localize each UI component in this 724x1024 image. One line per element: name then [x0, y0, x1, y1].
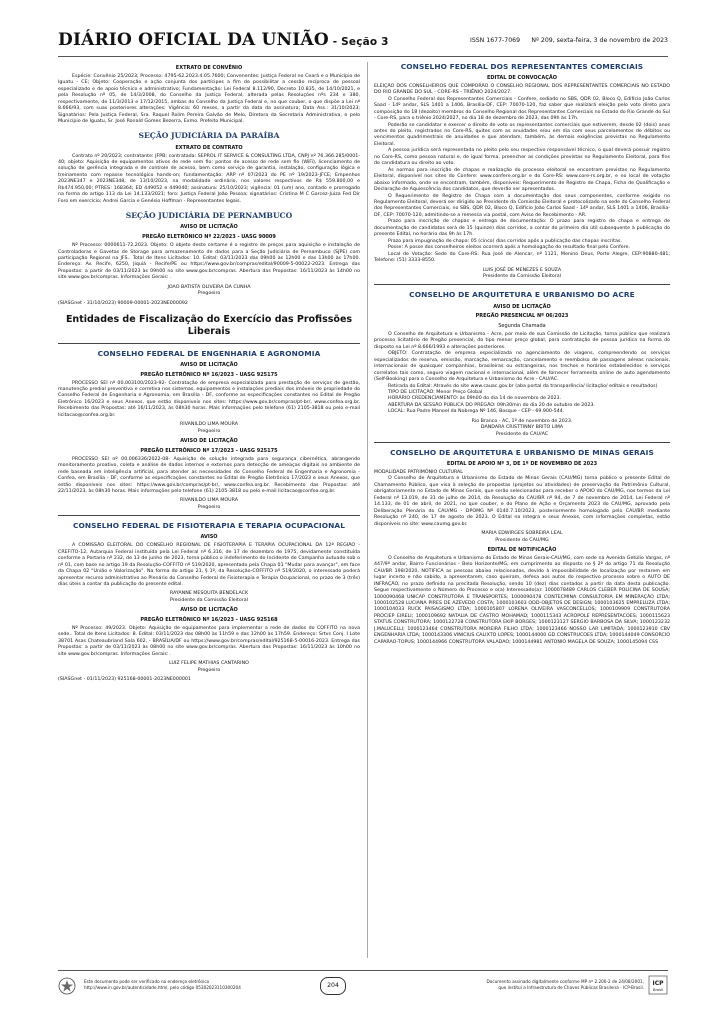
cauac-paragraph: HORÁRIO CREDENCIAMENTO: às 09h00 do dia 14 de novembro de 2023. [388, 396, 562, 402]
caumg-signer: MARIA EDWIRGES SOBREIRA LEAL [481, 531, 563, 537]
svg-text:ICP: ICP [652, 980, 664, 987]
coffito-signer-2: LUIZ FELIPE MATHIAS CANTARINO [169, 661, 249, 667]
confea-title: CONSELHO FEDERAL DE ENGENHARIA E AGRONOMIA [97, 348, 321, 358]
cauac-paragraph: Retirada do Edital: Através do site www.cauac.gov.br (aba portal da transparência/ licitação/ editais e resultados) [388, 383, 658, 389]
page-number: 204 [320, 977, 346, 995]
confea-signer-2: RIVANILDO LIMA MOURA [180, 498, 238, 504]
confea-body: PROCESSO SEI nº 00.003100/2023-92- Contratação de empresa especializada para prestação de serviços de gestão, manutenção predial preventiva e corretiva nos sistemas, equipamentos e instalações prediais dos imóveis de propriedade do Conselho Federal de Engenharia e Agronomia, em Brasília - DF, conforme as especificações constantes no Edital de Pregão Eletrônico 16/2023 e seus Anexos, que estão disponíveis nos sites: https://www.gov.br/compras/pt-br/, www.confea.org.br. Recebimento das Propostas: até 16/11/2023, às 08h30 horas. Mais informações pelo telefone (61) 2105-3818 ou pelo e-mail licitacao@confea.org.br. [58, 380, 360, 418]
pernambuco-note: (SIASGnet - 31/10/2023) 90009-00001-2023NE000092 [58, 300, 188, 306]
caumg-body-2: O Conselho de Arquitetura e Urbanismo do Estado de Minas Gerais-CAU/MG, com sede na Avenida Getúlio Vargas, nº 447/9º andar, Bairro Funcionários - Belo Horizonte/MG, em cumprimento ao disposto no § 2º do artigo 71 da Resolução CAU/BR 198/2020, NOTIFICA as pessoas abaixo relacionadas, devido à impossibilidade de localização por restarem em lugar incerto e não sabido, a apresentarem, caso queiram, defesa aos autos do respectivo processo sobre o AUTO DE INFRAÇÃO, no prazo definido na precitada Resolução, sendo 10 (dez) dias contados a partir da data desta publicação. Segue respectivamente o Número do Processo e o(a) Interessado(a): 1000078489 CARLOS CLEBER POLICINA DE SOUSA; 1000090468 UNICAP CONSTRUTORA E TRANSPORTES; 1000090478 CONTECMINA CONSULTORIA EM MINERAÇÃO LTDA; 1000102528 LUCIANA PIRES DE AZEVEDO COSTA; 1000103603 ODD-OBJETOS DE DESIGN; 1000103625 EMPRELUZA LTDA; 1000104033 RUCK PAISAGISMO LTDA; 1000105807 LORENA OLIVEIRA VASCONCELLOS; 1000109909 CONSTRUTORA PROCIEP EIRELI; 1000109692 NATALIA DE CASTRO MOHAMAD; 1000115343 ACROPOLE REPRESENTACOES; 1000115623 STATUS CONSTRUTORA; 1000122728 CONSTRUTORA EKIP BORGES; 1000123127 SERGIO BARBOSA DA SILVA; 1000123232 J.MALUCELLI; 1000123464 CONSTRUTORA MOREIRA FILHO LTDA; 1000123466 NOSSO LAR LIMITADA; 1000123910 CBV ENGENHARIA LTDA; 1000143306 VINICIUS CALIXTO LOPES; 1000144000 GD CONSTRUCOES LTDA; 1000144049 CONSORCIO CAPARAO-TOPUS; 1000144966 CONSTRUTORA VALADAO; 1000144981 ANTONIO MAGELA DE SOUZA; 1000145094 CSS [374, 555, 670, 645]
issue-date: Nº 209, sexta-feira, 3 de novembro de 2023 [531, 37, 668, 44]
coffito-role: Presidente da Comissão Eleitoral [170, 597, 248, 603]
pernambuco-subheading: PREGÃO ELETRÔNICO Nº 22/2023 - UASG 90009 [142, 234, 276, 241]
cauac-paragraph: ABERTURA DA SESSÃO PÚBLICA DO PREGÃO: 09h30min do dia 20 de outubro de 2023. [388, 402, 595, 408]
issn: ISSN 1677-7069 [470, 37, 521, 44]
confea-subheading: PREGÃO ELETRÔNICO Nº 16/2023 - UASG 925175 [140, 371, 278, 378]
core-paragraph: Prazo para inscrição de chapas e entrega de documentação: O prazo para registro de chapa e entrega de documentação de candidatos será de 15 (quinze) dias corridos, a contar do primeiro dia útil subsequente à publicação do presente Edital, no horário das 9h às 17h. [374, 219, 670, 238]
caumg-heading: EDITAL DE APOIO Nº 3, DE 1º DE NOVEMBRO DE 2023 [446, 461, 598, 468]
paraiba-body: Contrato nº 20/2023; contratante: JFPB; contratada: SEPROL IT SERVICE & CONSULTING LTDA, CNPJ nº 76.366.285/0001-40; objeto: Aquisição de equipamentos ativos de rede sem fio: pontos de acesso de rede sem fio (WiFi), licenciamento de solução de gerência integrada e de controle de acesso, bem como serviço de garantia, instalação, configuração lógica e treinamento com repasse tecnológico hands-on; fundamentação: ARP nº 07/2023 do PE nº 19/2023-JFCE; Empenhos 2023NE347 e 2023NE348, de 13/10/2023, na modalidade ordinário, nos valores respectivos de R$ 559.800,00 e R$474.950,00; PTRES: 168364; ED 449052 e 449040; assinatura: 25/10/2023; vigência: 01 (um) ano, contado e prorrogado na forma do artigo 113 da Lei 14.133/2021; foro: Justiça Federal João Pessoa; signatários: Cristina M C Garcez-Juiza Fed Dir Foro em exercício; Andrei Garcia e Genésio Hoffman - Representantes legais. [58, 153, 360, 204]
cauac-subheading: PREGÃO PRESENCIAL Nº 06/2023 [475, 313, 569, 320]
paraiba-heading: EXTRATO DE CONTRATO [175, 144, 243, 151]
icp-brasil-logo-icon [648, 975, 668, 995]
page-footer [58, 970, 668, 1007]
core-paragraph: As normas para inscrição de chapas e realização do processo eleitoral se encontram previstas no Regulamento Eleitoral, disponível nos sites do Confere: www.confere.org.br e do Core-RS: www.core-rs.org.br, e no local de votação abaixo informado, onde se encontram, também, disponíveis: Requerimento de Registro de Chapa, Ficha de Qualificação e Declaração de Aquiescência dos candidatos, que deverão ser apresentados. [374, 167, 670, 193]
extrato-body: Espécie: Convênio 25/2023; Processo: 4795-62.2023.4.05.7600; Convenentes: Justiça Federal no Ceará e o Município de Iguatu - CE; Objeto: Cooperação e ação conjunta dos partícipes a fim de possibilitar a cessão recíproca de pessoal especializado e de apoio técnico e administrativo; Fundamentação: Lei Federal 8.112/90, Decreto 10.835, de 14/10/2021, e pela Resolução nº 05, de 14/3/2008, do Conselho da Justiça Federal, alterada pelas Resoluções nºs 234 e 380, respectivamente, de 11/3/2013 e 17/12/2015, ambas do Conselho da Justiça Federal e, no que couber, o que dispõe a Lei nº 8.666/93, com suas posteriores alterações; Vigência: 60 meses, a partir da data da assinatura; Data Ass.: 31/10/2023; Signatários: Pela Justiça Federal, Sra. Raquel Rolim Pereira Galvão de Melo, Diretora da Secretaria Administrativa, e pelo Município de Iguatu, Sr. José Ronald Gomes Bezerra, Exmo. Prefeito Municipal. [58, 73, 360, 124]
signature-note: Documento assinado digitalmente conforme MP nº 2.200-2 de 24/08/2001, que institui a Infraestrutura de Chaves Públicas Brasileira - ICP-Brasil. [486, 979, 644, 991]
confea-heading-2: AVISO DE LICITAÇÃO [180, 438, 238, 445]
core-heading: EDITAL DE CONVOCAÇÃO [486, 75, 558, 82]
confea-role: Pregoeiro [197, 428, 221, 434]
pernambuco-role: Pregoeiro [197, 291, 221, 297]
core-paragraph: Posse: A posse dos conselheiros eleitos ocorrerá após a homologação do resultado final pelo Confere. [388, 245, 630, 251]
svg-text:Brasil: Brasil [652, 988, 664, 992]
verification-note: Este documento pode ser verificado no endereço eletrônico http://www.in.gov.br/autenticidade.html, pelo código 05302023110300204 [84, 979, 241, 991]
cauac-title: CONSELHO DE ARQUITETURA E URBANISMO DO ACRE [409, 290, 635, 300]
coffito-title: CONSELHO FEDERAL DE FISIOTERAPIA E TERAPIA OCUPACIONAL [72, 521, 346, 531]
cauac-place-date: Rio Branco - AC, 1º de novembro de 2023. [471, 418, 573, 424]
coffito-body: A COMISSÃO ELEITORAL DO CONSELHO REGIONAL DE FISIOTERAPIA E TERAPIA OCUPACIONAL DA 12ª REGIÃO - CREFITO-12, Autarquia Federal instituída pela Lei Federal nº 6.316, de 17 de dezembro de 1975, devidamente constituída conforme a Portaria nº 232, de 13 de junho de 2023, torna público o indeferimento do Incidente de Campanha autuado sob o nº 01, com base no artigo 19 da Resolução-COFFITO nº 519/2020, apresentado pela Chapa 01 "Mudar para avançar", em face da Chapa 02 "União e Valorização". Na forma do artigo 21, § 1º, da Resolução-COFFITO nº 519/2020, o interessado poderá apresentar recurso administrativo ao Plenário do Conselho Federal de Fisioterapia e Terapia Ocupacional, no prazo de 3 (três) dias úteis a contar da publicação do presente edital. [58, 543, 360, 587]
core-title: CONSELHO FEDERAL DOS REPRESENTANTES COMERCIAIS [400, 62, 644, 71]
core-paragraph: Poderão se candidatar e exercer o direito de voto os representantes comerciais que estiverem, desde 02 (dois) anos antes do pleito, registrados no Core-RS, quites com as anuidades e/ou em dia com seus parcelamentos de débitos ou vencimentos quadrimestrais de anuidades e que atendam, também, às demais exigências previstas no Regulamento Eleitoral. [374, 122, 670, 147]
confea-heading: AVISO DE LICITAÇÃO [180, 361, 238, 368]
coffito-note: (SIASGnet - 01/11/2023) 925168-00001-2023NE000001 [58, 677, 191, 683]
coffito-role-2: Pregoeiro [197, 667, 221, 673]
core-paragraph: Prazo para impugnação de chapa: 05 (cinco) dias corridos após a publicação das chapas inscritas. [388, 238, 622, 244]
core-signer: LUIS JOSÉ DE MENEZES E SOUZA [482, 267, 562, 273]
core-lead: ELEIÇÃO DOS CONSELHEIROS QUE COMPORÃO O CONSELHO REGIONAL DOS REPRESENTANTES COMERCIAIS NO ESTADO DO RIO GRANDE DO SUL - CORE-RS - TRIÊNIO 2024/2027. [374, 83, 670, 96]
cauac-role: Presidente do CAU/AC [495, 431, 549, 437]
pernambuco-body: Nº Processo: 0000611-72.2023. Objeto: O objeto deste certame é o registro de preços para aquisição e instalação de Controladoras e Gavetas de Storage para armazenamento de dados para a Seção Judiciária de Pernambuco (SJPE) com participação Regional na JFS.. Total de Itens Licitados: 10. Edital: 03/11/2023 das 09h00 às 12h00 e das 13h00 às 17h00. Endereço: Av. Recife, 6250, Jiquiá - Recife/PE ou https://www.gov.br/compras/edital/90009-5-00022-2023. Entrega das Propostas: a partir de 03/11/2023 às 09h00 no site www.gov.br/compras. Abertura das Propostas: 16/11/2023 às 14h00 no site www.gov.br/compras. Informações Gerais: . [58, 243, 360, 281]
confea-signer: RIVANILDO LIMA MOURA [180, 422, 238, 428]
page-header [58, 30, 668, 57]
coffito-subheading-2: PREGÃO ELETRÔNICO Nº 16/2023 - UASG 925168 [140, 617, 278, 624]
core-paragraph: O Requerimento de Registro de Chapa com a documentação dos seus componentes, conforme exigido no Regulamento Eleitoral, deverá ser dirigido ao Presidente da Comissão Eleitoral e protocolizado na sede do Conselho Federal dos Representantes Comerciais, no SBS, QDR 02, Bloco Q, Edifício João Carlos Saad - 14º andar, SLS 1401 a 1406, Brasília-DF, CEP: 70070-120, admitindo-se a remessa via postal, com Aviso de Recebimento - AR. [374, 193, 670, 218]
cauac-paragraph: LOCAL: Rua Padre Manoel da Nobrega Nº 146, Bosque - CEP - 69.900-544. [388, 409, 565, 415]
extrato-heading: EXTRATO DE CONVÊNIO [175, 65, 243, 71]
confea-role-2: Pregoeiro [197, 504, 221, 510]
entidades-title: Entidades de Fiscalização do Exercício das Profissões Liberais [65, 314, 353, 338]
core-paragraph: O Conselho Federal dos Representantes Comerciais - Confere, sediado no SBS, QDR 02, Bloco Q, Edifício João Carlos Saad - 14º andar, SLS 1401 a 1406, Brasília-DF, CEP: 70070-120, faz saber que realizará eleição pelo voto direto para composição do 18 (dezoito) membros do Conselho Regional dos Representantes Comerciais no Estado do Rio Grande do Sul - Core-RS, para o triênio 2024/2027, no dia 18 de dezembro de 2023, das 09h às 17h. [374, 96, 670, 122]
cauac-signer: DANDARA CRISTTINNY BRITO LIMA [480, 425, 564, 431]
cauac-paragraph: TIPO DE LICITAÇÃO: Menor Preço Global [388, 389, 483, 395]
caumg-heading-2: EDITAL DE NOTIFICAÇÃO [487, 547, 557, 553]
coat-of-arms-icon [58, 977, 76, 995]
cauac-call: Segunda Chamada [498, 323, 546, 330]
cauac-paragraph: OBJETO: Contratação de empresa especializada no agenciamento de viagens, compreendendo os serviços especializados de reserva, emissão, marcação, remarcação, cancelamento e reembolso de passagens aéreas nacionais, internacionais de quaisquer companhias, brasileiras ou estrangeiras, nos trechos e horários estabelecidos e serviços correlatos tais como, seguro viagem nacional e internacional, além de fornecer ferramenta online de auto agendamento (Self-Booking) para o Conselho de Arquitetura e Urbanismo do Acre - CAU/AC. [374, 351, 670, 383]
right-column [374, 62, 670, 958]
pernambuco-title: SEÇÃO JUDICIÁRIA DE PERNAMBUCO [125, 211, 293, 221]
coffito-body-2: Nº Processo: 49/2023. Objeto: Aquisição de equipamentos para implementar a rede de dados do COFFITO na nova sede.. Total de Itens Licitados: 8. Edital: 03/11/2023 das 08h00 às 11h59 e das 12h00 às 17h59. Endereço: Srtvs Conj. I Lote 38701 Asas Chateaubriand Sala 602, - BRASÍLIA/DF ou https://www.gov.br/compras/edital/925168-5-00016-2023. Entrega das Propostas: a partir de 03/11/2023 às 08h00 no site www.gov.br/compras. Abertura das Propostas: 16/11/2023 às 10h00 no site www.gov.br/compras. Informações Gerais: . [58, 625, 360, 657]
coffito-heading-2: AVISO DE LICITAÇÃO [180, 607, 238, 614]
pernambuco-heading: AVISO DE LICITAÇÃO [180, 224, 238, 231]
cauac-heading: AVISO DE LICITAÇÃO [493, 303, 551, 310]
core-paragraph: A pessoa jurídica será representada no pleito pelo seu respectivo responsável técnico, o qual deverá possuir registro no Core-RS, como pessoa natural e, de igual forma, preencher as condições previstas no Regulamento Eleitoral, para fins de candidatura ou direito ao voto. [374, 148, 670, 167]
paraiba-title: SEÇÃO JUDICIÁRIA DA PARAÍBA [138, 131, 280, 141]
confea-subheading-2: PREGÃO ELETRÔNICO Nº 17/2023 - UASG 925175 [140, 447, 278, 454]
core-role: Presidente da Comissão Eleitoral [483, 274, 561, 279]
caumg-body: O Conselho de Arquitetura e Urbanismo do Estado de Minas Gerais (CAU/MG) torna público o presente Edital de Chamamento Público, que visa à seleção de propostas (projetos ou atividades) de preservação do Patrimônio Cultural, obrigatoriamente no Estado de Minas Gerais, que serão selecionadas para receber o APOIO do CAU/MG, nos termos da Lei Federal nº 13.019, de 31 de julho de 2014, da Resolução do CAU/BR nº 94, de 7 de novembro de 2014, Lei Federal nº 14.133, de 01 de abril, de 2021, no que couber, e do Plano de Ação e Orçamento 2023 do CAU/MG, aprovado pela Deliberação Plenária do CAU/MG - DPOMG Nº 0140.7.10/2023, posteriormente homologado pelo CAU/BR mediante Resolução nº 240, de 17 de agosto de 2023. O Edital na íntegra e seus Anexos, com informações completas, estão disponíveis no site: www.caumg.gov.br. [374, 476, 670, 527]
caumg-title: CONSELHO DE ARQUITETURA E URBANISMO DE MINAS GERAIS [390, 448, 654, 458]
left-column [58, 62, 360, 958]
coffito-heading: AVISO [200, 534, 218, 541]
caumg-role: Presidente do CAU/MG [495, 537, 549, 543]
cauac-paragraph: O Conselho de Arquitetura e Urbanismo - Acre, por meio de sua Comissão de Licitação, torna público que realizará processo licitatório de Pregão presencial, do tipo menor preço global, para contratação de pessoa jurídica na forma do disposto na Lei nº 8.666/1993 e alterações posteriores. [374, 331, 670, 350]
confea-body-2: PROCESSO SEI nº 00.006336/2022-08- Aquisição de solução integrada para segurança cibernética, abrangendo monitoramento proativo, coleta e análise de dados internos e externos para detecção de ameaças digitais no ambiente de rede baseada em inteligência artificial, para atender as necessidades do Conselho Federal de Engenharia e Agronomia - Confea, em Brasília - DF, conforme as especificações constantes no Edital de Pregão Eletrônico 17/2023 e seus Anexos, que estão disponíveis nos sites: https://www.gov.br/compras/pt-br/, www.confea.org.br. Recebimento das Propostas: até 22/11/2023, às 08h30 horas. Mais informações pelo telefone (61) 2105-3818 ou pelo e-mail licitacao@confea.org.br. [58, 456, 360, 495]
section-label: - Seção 3 [328, 36, 389, 48]
core-paragraph: Local de Votação: Sede do Core-RS: Rua José de Alencar, nº 1121, Menino Deus, Porto Alegre, CEP:90880-481; Telefone: (51) 3333-8550. [374, 251, 670, 264]
caumg-lead: MODALIDADE PATRIMÔNIO CULTURAL [374, 470, 463, 476]
journal-title: DIÁRIO OFICIAL DA UNIÃO - Seção 3 [58, 30, 389, 50]
pernambuco-signer: JOAO BATISTA OLIVEIRA DA CUNHA [167, 284, 251, 290]
column-divider [367, 62, 368, 958]
coffito-signer: RAYANNE MESQUITA BENDELACK [169, 591, 249, 597]
